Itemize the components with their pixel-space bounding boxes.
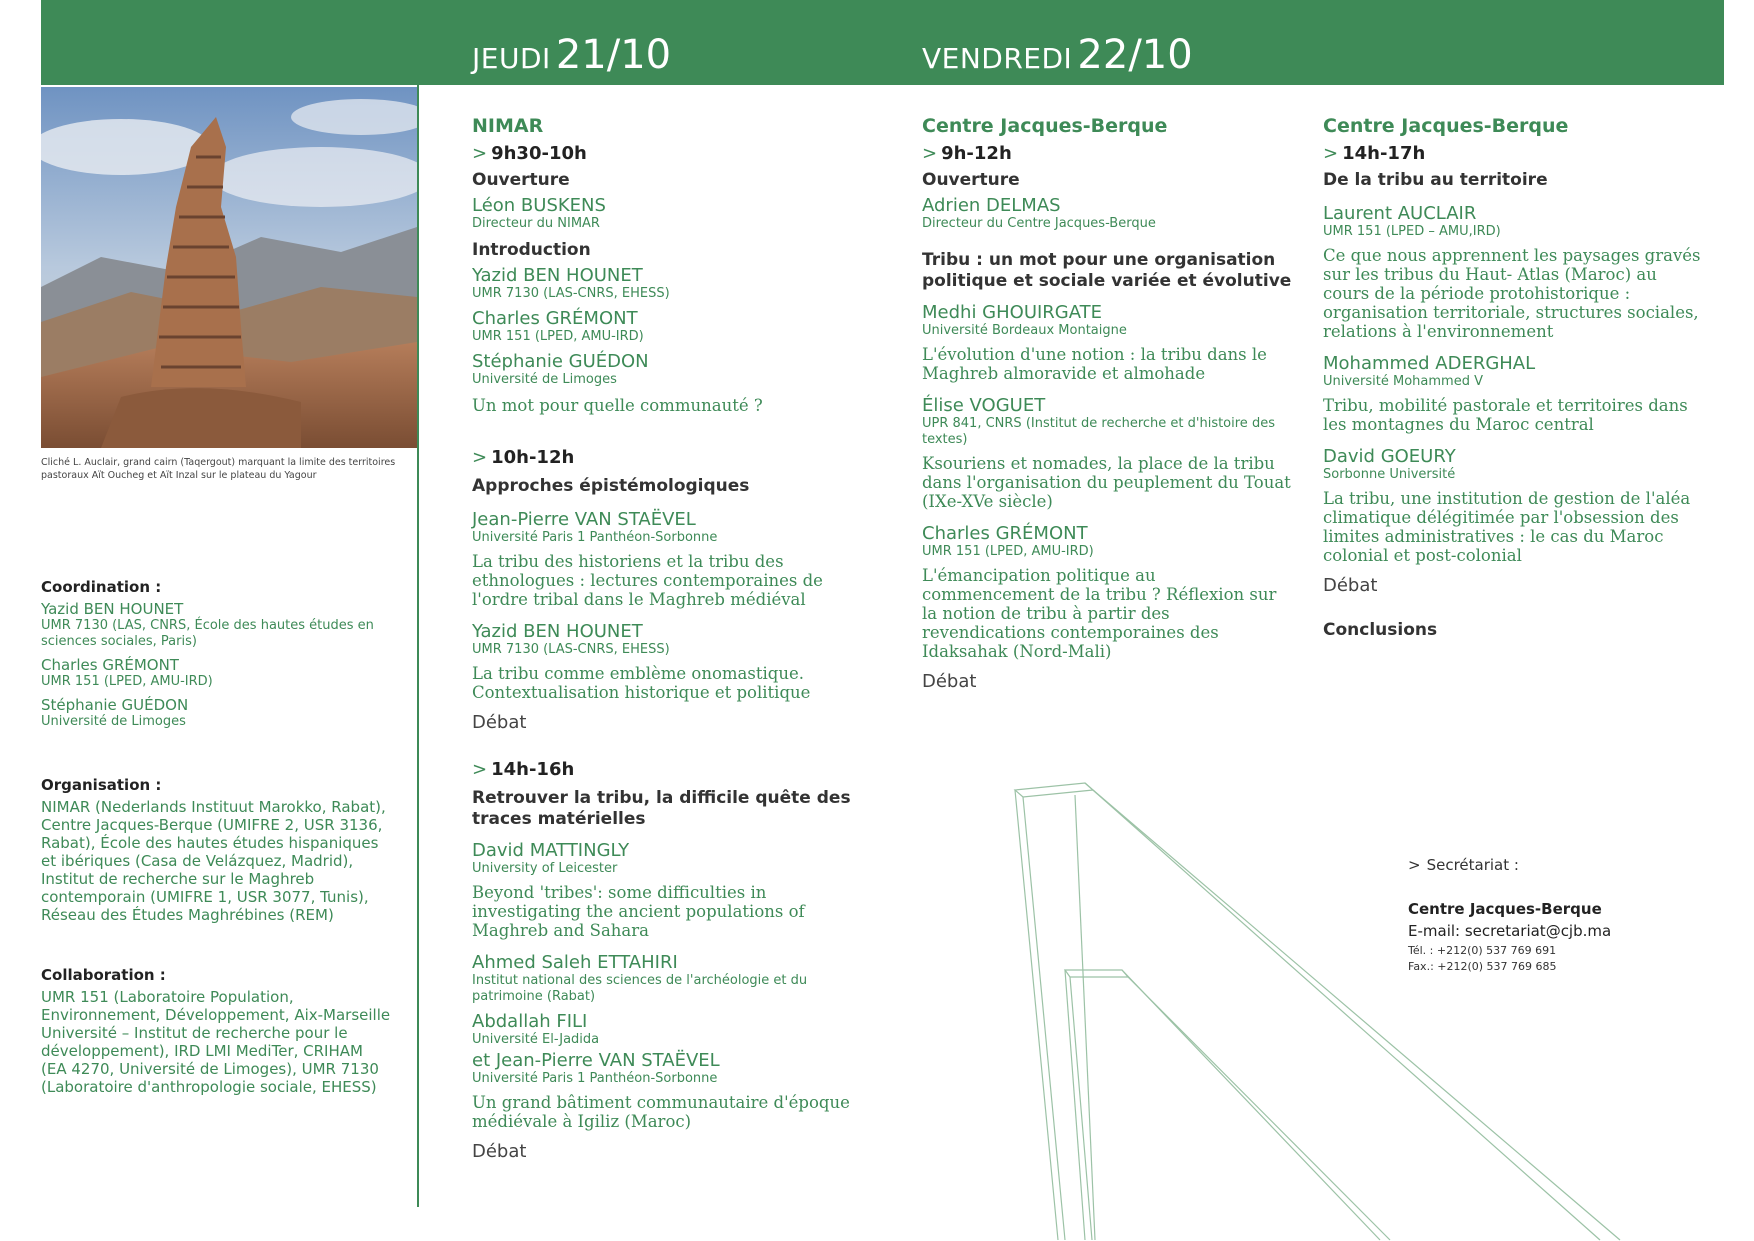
column-divider	[417, 85, 419, 1207]
collaboration-label: Collaboration :	[41, 966, 166, 984]
coordinator-name: Stéphanie GUÉDON	[41, 696, 189, 714]
session-title: Approches épistémologiques	[472, 476, 750, 496]
coordinator-name: Yazid BEN HOUNET	[41, 600, 184, 618]
speaker-name: David GOEURY	[1323, 446, 1456, 467]
speaker-affiliation: Directeur du NIMAR	[472, 216, 600, 231]
talk-title: La tribu comme emblème onomastique. Contextualisation historique et politique	[472, 664, 811, 702]
speaker-affiliation: Sorbonne Université	[1323, 467, 1456, 482]
day-heading-jeudi	[472, 32, 671, 78]
talk-title: La tribu, une institution de gestion de l'aléa climatique délégitimée par l'obsession des limites administratives : le cas du Maroc colonial et post-colonial	[1323, 489, 1691, 565]
day-heading-vendredi	[922, 32, 1193, 78]
venue-title: NIMAR	[472, 115, 544, 137]
time-text: 14h-17h	[1342, 143, 1426, 164]
speaker-name: Yazid BEN HOUNET	[472, 265, 643, 286]
speaker-name: Adrien DELMAS	[922, 195, 1061, 216]
talk-title: Ksouriens et nomades, la place de la tribu dans l'organisation du peuplement du Touat (IXe-XVe siècle)	[922, 454, 1291, 511]
secretariat-fax: Fax.: +212(0) 537 769 685	[1408, 960, 1557, 973]
organisation-text: NIMAR (Nederlands Instituut Marokko, Rabat), Centre Jacques-Berque (UMIFRE 2, USR 3136, Rabat), École des hautes études hispaniques et ibériques (Casa de Velázquez, Madrid), Institut de recherche sur le Maghreb contemporain (UMIFRE 1, USR 3077, Tunis), Réseau des Études Maghrébines (REM)	[41, 798, 386, 924]
speaker-name: Élise VOGUET	[922, 395, 1046, 416]
vendredi-afternoon-program	[1323, 100, 1701, 645]
session-time	[472, 447, 872, 468]
talk-title: Un mot pour quelle communauté ?	[472, 396, 763, 415]
speaker-name: Yazid BEN HOUNET	[472, 621, 643, 642]
speaker-name: et Jean-Pierre VAN STAËVEL	[472, 1050, 720, 1071]
session-title: De la tribu au territoire	[1323, 170, 1548, 190]
talk-title: Tribu, mobilité pastorale et territoires dans les montagnes du Maroc central	[1323, 396, 1688, 434]
arrow-icon: >	[1323, 143, 1339, 164]
day-name: VENDREDI	[922, 42, 1073, 75]
talk-title: La tribu des historiens et la tribu des ethnologues : lectures contemporaines de l'ordre tribal dans le Maghreb médiéval	[472, 552, 823, 609]
secretariat-heading	[1408, 856, 1708, 874]
session-time	[922, 143, 1292, 164]
speaker-affiliation: Université Mohammed V	[1323, 374, 1483, 389]
coordination-block	[41, 578, 391, 730]
speaker-affiliation: UMR 7130 (LAS-CNRS, EHESS)	[472, 286, 670, 301]
speaker-affiliation: Université Bordeaux Montaigne	[922, 323, 1127, 338]
collaboration-block	[41, 966, 391, 1096]
talk-title: Un grand bâtiment communautaire d'époque médiévale à Igiliz (Maroc)	[472, 1093, 850, 1131]
speaker-affiliation: Université El-Jadida	[472, 1032, 600, 1047]
vendredi-morning-program	[922, 100, 1292, 692]
coordinator-name: Charles GRÉMONT	[41, 656, 179, 674]
day-date: 21/10	[555, 32, 672, 78]
speaker-affiliation: Institut national des sciences de l'archéologie et du patrimoine (Rabat)	[472, 973, 808, 1004]
coordinator-affiliation: UMR 7130 (LAS, CNRS, École des hautes études en sciences sociales, Paris)	[41, 618, 374, 649]
time-text: 9h-12h	[941, 143, 1012, 164]
secretariat-tel: Tél. : +212(0) 537 769 691	[1408, 944, 1557, 957]
speaker-name: Mohammed ADERGHAL	[1323, 353, 1536, 374]
speaker-affiliation: UMR 151 (LPED, AMU-IRD)	[922, 544, 1094, 559]
decorative-lines	[1000, 770, 1640, 1241]
organisation-block	[41, 776, 391, 924]
session-title: Tribu : un mot pour une organisation politique et sociale variée et évolutive	[922, 250, 1292, 291]
time-text: 14h-16h	[491, 759, 575, 780]
conclusions-title: Conclusions	[1323, 620, 1438, 640]
coordinator-affiliation: Université de Limoges	[41, 714, 186, 729]
speaker-name: Medhi GHOUIRGATE	[922, 302, 1103, 323]
speaker-name: David MATTINGLY	[472, 840, 630, 861]
debate-label: Débat	[1323, 575, 1378, 596]
arrow-icon: >	[922, 143, 938, 164]
secretariat-block	[1408, 856, 1708, 973]
collaboration-text: UMR 151 (Laboratoire Population, Environnement, Développement, Aix-Marseille Université – Institut de recherche pour le développement), IRD LMI MediTer, CRIHAM (EA 4270, Université de Limoges), UMR 7130 (Laboratoire d'anthropologie sociale, EHESS)	[41, 988, 391, 1096]
speaker-affiliation: UMR 151 (LPED, AMU-IRD)	[472, 329, 644, 344]
debate-label: Débat	[472, 1141, 527, 1162]
speaker-affiliation: Université Paris 1 Panthéon-Sorbonne	[472, 1071, 718, 1086]
talk-title: Ce que nous apprennent les paysages gravés sur les tribus du Haut- Atlas (Maroc) au cours de la période protohistorique : organisation territoriale, structures sociales, relations à l'environnement	[1323, 246, 1701, 341]
day-date: 22/10	[1077, 32, 1193, 78]
secretariat-email[interactable]: E-mail: secretariat@cjb.ma	[1408, 922, 1612, 940]
photo-caption: Cliché L. Auclair, grand cairn (Taqergout) marquant la limite des territoires pastoraux Aït Oucheg et Aït Inzal sur le plateau du Yagour	[41, 457, 396, 481]
debate-label: Débat	[472, 712, 527, 733]
secretariat-org: Centre Jacques-Berque	[1408, 900, 1602, 918]
speaker-name: Laurent AUCLAIR	[1323, 203, 1477, 224]
arrow-icon: >	[472, 143, 488, 164]
day-name: JEUDI	[472, 42, 551, 75]
talk-title: Beyond 'tribes': some difficulties in investigating the ancient populations of Maghreb and Sahara	[472, 883, 805, 940]
time-text: 9h30-10h	[491, 143, 587, 164]
venue-title: Centre Jacques-Berque	[1323, 115, 1569, 137]
speaker-affiliation: UPR 841, CNRS (Institut de recherche et d'histoire des textes)	[922, 416, 1275, 447]
header-banner	[41, 0, 1724, 85]
debate-label: Débat	[922, 671, 977, 692]
speaker-affiliation: UMR 151 (LPED – AMU,IRD)	[1323, 224, 1501, 239]
time-text: 10h-12h	[491, 447, 575, 468]
cairn-photo	[41, 87, 417, 448]
cairn-image	[41, 87, 417, 448]
speaker-affiliation: UMR 7130 (LAS-CNRS, EHESS)	[472, 642, 670, 657]
speaker-affiliation: University of Leicester	[472, 861, 618, 876]
coordinator-affiliation: UMR 151 (LPED, AMU-IRD)	[41, 674, 213, 689]
session-time	[472, 759, 872, 780]
speaker-affiliation: Université Paris 1 Panthéon-Sorbonne	[472, 530, 718, 545]
arrow-icon: >	[472, 447, 488, 468]
session-time	[1323, 143, 1701, 164]
speaker-name: Charles GRÉMONT	[922, 523, 1088, 544]
secretariat-label: Secrétariat :	[1426, 856, 1519, 874]
arrow-icon: >	[1408, 856, 1421, 874]
session-title: Retrouver la tribu, la difficile quête des traces matérielles	[472, 788, 851, 829]
speaker-name: Léon BUSKENS	[472, 195, 606, 216]
speaker-name: Stéphanie GUÉDON	[472, 351, 649, 372]
jeudi-program	[472, 100, 872, 1162]
session-time	[472, 143, 872, 164]
speaker-name: Ahmed Saleh ETTAHIRI	[472, 952, 678, 973]
speaker-affiliation: Directeur du Centre Jacques-Berque	[922, 216, 1156, 231]
speaker-name: Jean-Pierre VAN STAËVEL	[472, 509, 696, 530]
speaker-affiliation: Université de Limoges	[472, 372, 617, 387]
arrow-icon: >	[472, 759, 488, 780]
speaker-name: Charles GRÉMONT	[472, 308, 638, 329]
session-title: Ouverture	[922, 170, 1020, 190]
session-title: Introduction	[472, 240, 591, 260]
session-title: Ouverture	[472, 170, 570, 190]
talk-title: L'émancipation politique au commencement de la tribu ? Réflexion sur la notion de tribu à partir des revendications contemporaines des Idaksahak (Nord-Mali)	[922, 566, 1277, 661]
venue-title: Centre Jacques-Berque	[922, 115, 1168, 137]
talk-title: L'évolution d'une notion : la tribu dans le Maghreb almoravide et almohade	[922, 345, 1267, 383]
speaker-name: Abdallah FILI	[472, 1011, 588, 1032]
organisation-label: Organisation :	[41, 776, 162, 794]
coordination-label: Coordination :	[41, 578, 162, 596]
